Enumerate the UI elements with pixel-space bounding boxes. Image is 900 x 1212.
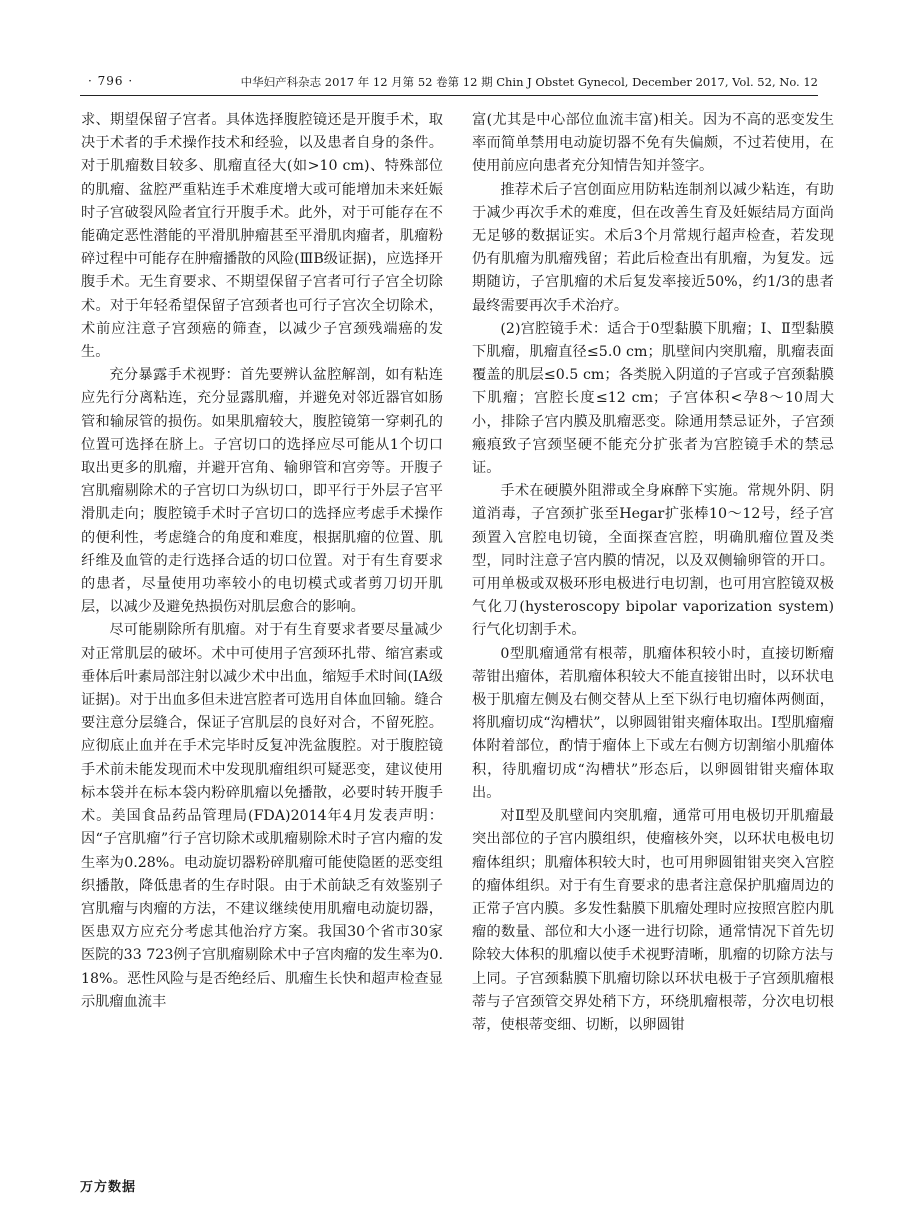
- left-column: [81, 109, 443, 1014]
- paragraph: (2)宫腔镜手术：适合于0型黏膜下肌瘤；Ⅰ、Ⅱ型黏膜下肌瘤，肌瘤直径≤5.0 cm；肌壁间内突肌瘤，肌瘤表面覆盖的肌层≤0.5 cm；各类脱入阴道的子宫或子宫颈黏膜下肌瘤；宫腔长度≤12 cm；子宫体积<孕8～10周大小，排除子宫内膜及肌瘤恶变。除通用禁忌证外，子宫颈瘢痕致子宫颈坚硬不能充分扩张者为宫腔镜手术的禁忌证。: [472, 320, 834, 477]
- paragraph: 富(尤其是中心部位血流丰富)相关。因为不高的恶变发生率而简单禁用电动旋切器不免有失偏颇，不过若使用，在使用前应向患者充分知情告知并签字。: [472, 112, 834, 175]
- paragraph: 0型肌瘤通常有根蒂，肌瘤体积较小时，直接切断瘤蒂钳出瘤体，若肌瘤体积较大不能直接钳出时，以环状电极于肌瘤左侧及右侧交替从上至下纵行电切瘤体两侧面，将肌瘤切成“沟槽状”，以卵圆钳钳夹瘤体取出。Ⅰ型肌瘤瘤体附着部位，酌情于瘤体上下或左右侧方切割缩小肌瘤体积，待肌瘤切成“沟槽状”形态后，以卵圆钳钳夹瘤体取出。: [472, 645, 834, 801]
- right-column: [472, 109, 834, 1037]
- header-rule: [80, 95, 818, 96]
- paragraph: 对Ⅱ型及肌壁间内突肌瘤，通常可用电极切开肌瘤最突出部位的子宫内膜组织，使瘤核外突，以环状电极电切瘤体组织；肌瘤体积较大时，也可用卵圆钳钳夹突入宫腔的瘤体组织。对于有生育要求的患者注意保护肌瘤周边的正常子宫内膜。多发性黏膜下肌瘤处理时应按照宫腔内肌瘤的数量、部位和大小逐一进行切除，通常情况下首先切除较大体积的肌瘤以使手术视野清晰，肌瘤的切除方法与上同。子宫颈黏膜下肌瘤切除以环状电极于子宫颈肌瘤根蒂与子宫颈管交界处稍下方，环绕肌瘤根蒂，分次电切根蒂，使根蒂变细、切断，以卵圆钳: [472, 808, 834, 1033]
- paragraph: 充分暴露手术视野：首先要辨认盆腔解剖，如有粘连应先行分离粘连，充分显露肌瘤，并避免对邻近器官如肠管和输尿管的损伤。如果肌瘤较大，腹腔镜第一穿刺孔的位置可选择在脐上。子宫切口的选择应尽可能从1个切口取出更多的肌瘤，并避开宫角、输卵管和宫旁等。开腹子宫肌瘤剔除术的子宫切口为纵切口，即平行于外层子宫平滑肌走向；腹腔镜手术时子宫切口的选择应考虑手术操作的便利性，考虑缝合的角度和难度，根据肌瘤的位置、肌纤维及血管的走行选择合适的切口位置。对于有生育要求的患者，尽量使用功率较小的电切模式或者剪刀切开肌层，以减少及避免热损伤对肌层愈合的影响。: [81, 367, 443, 616]
- paragraph: 手术在硬膜外阻滞或全身麻醉下实施。常规外阴、阴道消毒，子宫颈扩张至Hegar扩张棒10～12号，经子宫颈置入宫腔电切镜，全面探查宫腔，明确肌瘤位置及类型，同时注意子宫内膜的情况，以及双侧输卵管的开口。可用单极或双极环形电极进行电切割，也可用宫腔镜双极气化刀(hysteroscopy bipolar vaporization system)行气化切割手术。: [472, 483, 834, 639]
- journal-citation: 中华妇产科杂志 2017 年 12 月第 52 卷第 12 期 Chin J Obstet Gynecol, December 2017, Vol. 52, No. 12: [240, 75, 818, 89]
- footer-brand: 万方数据: [80, 1180, 137, 1195]
- paragraph: 推荐术后子宫创面应用防粘连制剂以减少粘连，有助于减少再次手术的难度，但在改善生育及妊娠结局方面尚无足够的数据证实。术后3个月常规行超声检查，若发现仍有肌瘤为肌瘤残留；若此后检查出有肌瘤，为复发。远期随访，子宫肌瘤的术后复发率接近50%，约1/3的患者最终需要再次手术治疗。: [472, 181, 834, 314]
- page-header: [80, 70, 818, 94]
- page-number: · 796 ·: [88, 74, 134, 88]
- paragraph: 求、期望保留子宫者。具体选择腹腔镜还是开腹手术，取决于术者的手术操作技术和经验，以及患者自身的条件。对于肌瘤数目较多、肌瘤直径大(如>10 cm)、特殊部位的肌瘤、盆腔严重粘连手术难度增大或可能增加未来妊娠时子宫破裂风险者宜行开腹手术。此外，对于可能存在不能确定恶性潜能的平滑肌肿瘤甚至平滑肌肉瘤者，肌瘤粉碎过程中可能存在肿瘤播散的风险(ⅢB级证据)，应选择开腹手术。无生育要求、不期望保留子宫者可行子宫全切除术。对于年轻希望保留子宫颈者也可行子宫次全切除术，术前应注意子宫颈癌的筛查，以减少子宫颈残端癌的发生。: [81, 112, 443, 361]
- paragraph: 尽可能剔除所有肌瘤。对于有生育要求者要尽量减少对正常肌层的破坏。术中可使用子宫颈环扎带、缩宫素或垂体后叶素局部注射以减少术中出血，缩短手术时间(ⅠA级证据)。对于出血多但未进宫腔者可选用自体血回输。缝合要注意分层缝合，保证子宫肌层的良好对合，不留死腔。应彻底止血并在手术完毕时反复冲洗盆腹腔。对于腹腔镜手术前未能发现而术中发现肌瘤组织可疑恶变，建议使用标本袋并在标本袋内粉碎肌瘤以免播散，必要时转开腹手术。美国食品药品管理局(FDA)2014年4月发表声明：因“子宫肌瘤”行子宫切除术或肌瘤剔除术时子宫内瘤的发生率为0.28%。电动旋切器粉碎肌瘤可能使隐匿的恶变组织播散，降低患者的生存时限。由于术前缺乏有效鉴别子宫肌瘤与肉瘤的方法，不建议继续使用肌瘤电动旋切器，医患双方应充分考虑其他治疗方案。我国30个省市30家医院的33 723例子宫肌瘤剔除术中子宫肉瘤的发生率为0.18%。恶性风险与是否绝经后、肌瘤生长快和超声检查显示肌瘤血流丰: [81, 622, 443, 1010]
